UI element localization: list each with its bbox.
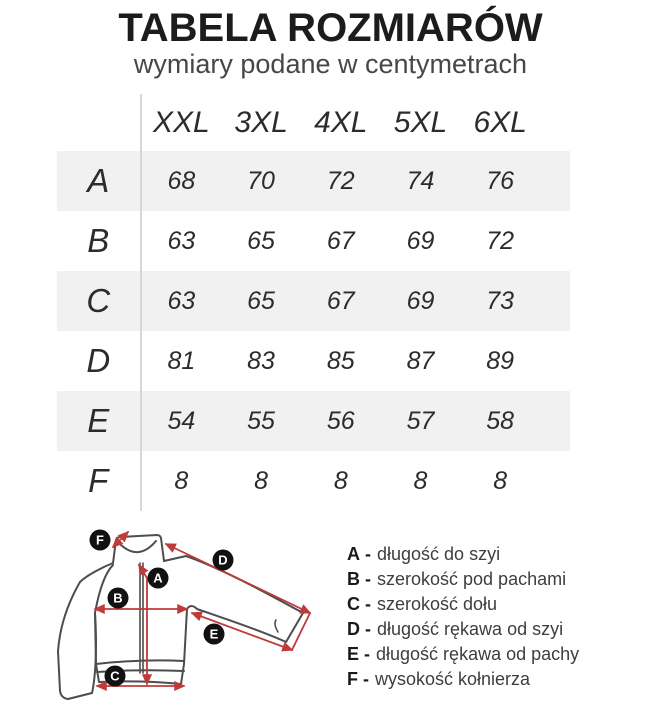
marker-c [105,666,126,687]
marker-a [148,568,169,589]
size-value: 69 [406,286,435,315]
row-label: D [57,331,142,391]
column-header-6xl: 6XL [473,105,527,139]
page-title: TABELA ROZMIARÓW [118,6,543,50]
table-row-c [57,271,570,331]
size-value: 63 [167,286,196,315]
row-label: C [57,271,142,331]
legend-separator: - [364,644,371,664]
size-value: 72 [326,166,355,195]
table-row-d [57,331,570,391]
jacket-diagram [45,523,350,715]
column-header-3xl: 3XL [234,105,288,139]
page-subtitle: wymiary podane w centymetrach [133,49,528,79]
size-value: 55 [247,406,275,435]
size-value: 8 [174,466,189,495]
measure-line-d [166,544,310,613]
column-header-5xl: 5XL [393,105,448,139]
legend-letter: F [347,669,358,689]
measure-cuff-edge [292,613,310,650]
svg-text:D: D [218,552,228,568]
svg-text:F: F [96,532,104,548]
size-value: 8 [413,466,428,495]
svg-text:C: C [110,668,120,684]
legend-item-e [347,644,579,669]
legend-separator: - [365,594,371,614]
row-label: B [57,211,142,271]
size-value: 65 [247,226,275,255]
legend-item-d [347,619,579,644]
marker-f [90,530,111,551]
measurement-legend [347,544,579,694]
size-value: 67 [326,286,355,315]
size-value: 56 [326,406,355,435]
size-value: 67 [326,226,355,255]
size-value: 68 [167,166,196,195]
legend-letter: E [347,644,360,664]
size-value: 65 [247,286,275,315]
legend-text: długość rękawa od szyi [377,619,564,639]
table-row-e [57,391,570,451]
size-value: 87 [406,346,435,375]
legend-letter: B [347,569,360,589]
legend-text: szerokość dołu [377,594,498,614]
size-value: 69 [406,226,435,255]
table-row-f [57,451,570,511]
column-header-4xl: 4XL [314,105,368,139]
legend-item-a [347,544,579,569]
svg-text:B: B [113,590,123,606]
size-value: 8 [254,466,269,495]
header [0,6,661,80]
table-row-b [57,211,570,271]
legend-item-f [347,669,579,694]
legend-item-c [347,594,579,619]
size-value: 81 [167,346,196,375]
column-header-xxl: XXL [153,105,210,139]
size-value: 83 [247,346,275,375]
legend-text: długość rękawa od pachy [376,644,580,664]
size-value: 76 [486,166,515,195]
row-label: A [57,151,142,211]
size-value: 58 [486,406,515,435]
marker-b [108,588,129,609]
table-row-a [57,151,570,211]
size-value: 63 [167,226,196,255]
legend-separator: - [365,619,371,639]
size-value: 72 [486,226,515,255]
size-value: 74 [406,166,435,195]
jacket-outline [58,532,303,699]
legend-separator: - [365,569,371,589]
legend-text: szerokość pod pachami [377,569,567,589]
legend-letter: D [347,619,360,639]
svg-text:E: E [209,626,219,642]
size-value: 57 [406,406,435,435]
legend-text: długość do szyi [377,544,501,564]
legend-letter: A [347,544,360,564]
corner-cell [57,94,142,151]
measurement-lines [95,532,310,686]
table-header-row [57,94,570,151]
marker-e [204,624,225,645]
size-value: 85 [326,346,355,375]
legend-separator: - [363,669,369,689]
row-label: F [57,451,142,511]
size-value: 8 [333,466,348,495]
svg-text:A: A [153,570,163,586]
marker-d [213,550,234,571]
size-value: 70 [247,166,275,195]
legend-text: wysokość kołnierza [375,669,531,689]
size-value: 8 [493,466,508,495]
legend-item-b [347,569,579,594]
row-label: E [57,391,142,451]
size-value: 89 [486,346,515,375]
legend-separator: - [365,544,371,564]
legend-letter: C [347,594,360,614]
size-value: 73 [486,286,515,315]
size-value: 54 [167,406,196,435]
size-table [57,94,570,511]
